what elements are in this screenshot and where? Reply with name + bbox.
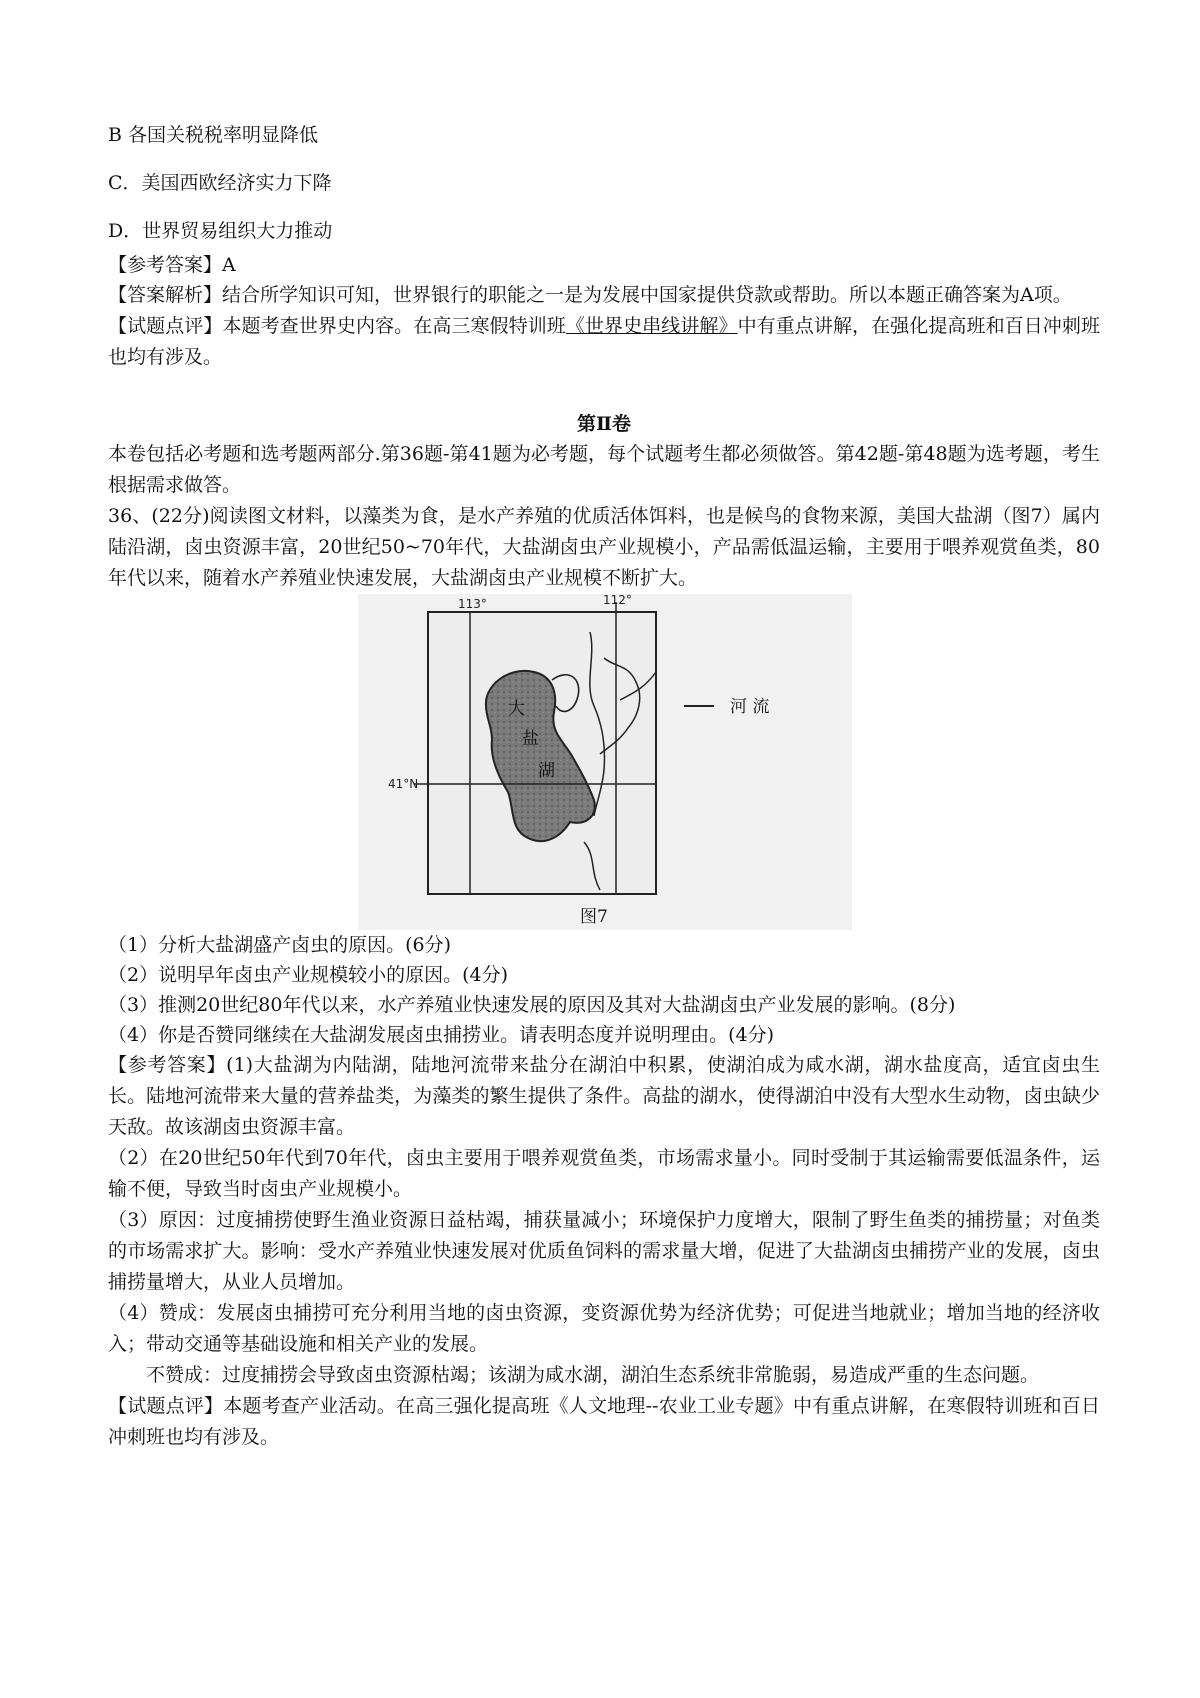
comment-2-label: 【试题点评】 xyxy=(108,1395,224,1417)
answer-4: （4）赞成：发展卤虫捕捞可充分利用当地的卤虫资源，变资源优势为经济优势；可促进当地就业；增加当地的经济收入；带动交通等基础设施和相关产业的发展。 xyxy=(108,1302,1100,1355)
comment-paragraph xyxy=(108,311,1100,373)
question-list xyxy=(108,930,1100,1050)
answers-label: 【参考答案】 xyxy=(108,1054,227,1076)
analysis-paragraph xyxy=(108,280,1100,311)
question-1: （1）分析大盐湖盛产卤虫的原因。(6分) xyxy=(108,934,452,956)
option-d: D．世界贸易组织大力推动 xyxy=(108,220,333,242)
comment-post: 中有重点讲解，在强化提高班和百日冲刺班也均有涉及。 xyxy=(108,315,1100,368)
question-36-stem: 36、(22分)阅读图文材料，以藻类为食，是水产养殖的优质活体饵料，也是候鸟的食物来源，美国大盐湖（图7）属内陆沿湖，卤虫资源丰富，20世纪50~70年代，大盐湖卤虫产业规模小，产品需低温运输，主要用于喂养观赏鱼类，80年代以来，随着水产养殖业快速发展，大盐湖卤虫产业规模不断扩大。 xyxy=(108,505,1100,589)
lake-label-1: 大 xyxy=(508,699,525,719)
analysis-label: 【答案解析】 xyxy=(108,284,223,306)
lake-label-2: 盐 xyxy=(522,729,539,749)
answer-3: （3）原因：过度捕捞使野生渔业资源日益枯竭，捕获量减小；环境保护力度增大，限制了野生鱼类的捕捞量；对鱼类的市场需求扩大。影响：受水产养殖业快速发展对优质鱼饲料的需求量大增，促进了大盐湖卤虫捕捞产业的发展，卤虫捕捞量增大，从业人员增加。 xyxy=(108,1209,1100,1293)
section-intro: 本卷包括必考题和选考题两部分.第36题-第41题为必考题，每个试题考生都必须做答。第42题-第48题为选考题，考生根据需求做答。 xyxy=(108,443,1100,496)
lake-label-3: 湖 xyxy=(538,761,555,781)
option-c: C．美国西欧经济实力下降 xyxy=(108,172,332,194)
comment-label: 【试题点评】 xyxy=(108,315,223,337)
answer-1 xyxy=(108,1050,1100,1143)
answer-value: A xyxy=(222,254,236,276)
answer-1-text: (1)大盐湖为内陆湖，陆地河流带来盐分在湖泊中积累，使湖泊成为咸水湖，湖水盐度高，适宜卤虫生长。陆地河流带来大量的营养盐类，为藻类的繁生提供了条件。高盐的湖水，使得湖泊中没有大型水生动物，卤虫缺少天敌。故该湖卤虫资源丰富。 xyxy=(108,1054,1100,1138)
answer-4-disagree: 不赞成：过度捕捞会导致卤虫资源枯竭；该湖为咸水湖，湖泊生态系统非常脆弱，易造成严重的生态问题。 xyxy=(146,1364,1040,1386)
label-lat-41n: 41°N xyxy=(388,777,419,791)
great-salt-lake-map xyxy=(358,594,852,930)
label-lon-112: 112° xyxy=(603,594,632,607)
exam-page xyxy=(108,120,1100,1453)
comment-pre: 本题考查世界史内容。在高三寒假特训班 xyxy=(222,315,566,337)
answer-2: （2）在20世纪50年代到70年代，卤虫主要用于喂养观赏鱼类，市场需求量小。同时受制于其运输需要低温条件，运输不便，导致当时卤虫产业规模小。 xyxy=(108,1147,1100,1200)
figure-caption: 图7 xyxy=(580,907,608,927)
answer-line xyxy=(108,250,1100,280)
comment-2-text: 本题考查产业活动。在高三强化提高班《人文地理--农业工业专题》中有重点讲解，在寒假特训班和百日冲刺班也均有涉及。 xyxy=(108,1395,1100,1448)
question-3: （3）推测20世纪80年代以来，水产养殖业快速发展的原因及其对大盐湖卤虫产业发展的影响。(8分) xyxy=(108,994,956,1016)
comment-book-title: 《世界史串线讲解》 xyxy=(565,315,738,337)
option-b: B 各国关税税率明显降低 xyxy=(108,124,319,146)
analysis-text: 结合所学知识可知，世界银行的职能之一是为发展中国家提供贷款或帮助。所以本题正确答案为A项。 xyxy=(222,284,1072,306)
legend-river-label: 河 流 xyxy=(730,697,770,717)
answer-label: 【参考答案】 xyxy=(108,254,223,276)
comment-2 xyxy=(108,1391,1100,1453)
question-4: （4）你是否赞同继续在大盐湖发展卤虫捕捞业。请表明态度并说明理由。(4分) xyxy=(108,1024,775,1046)
question-2: （2）说明早年卤虫产业规模较小的原因。(4分) xyxy=(108,964,509,986)
section-title: 第Ⅱ卷 xyxy=(576,413,631,435)
label-lon-113: 113° xyxy=(458,597,487,611)
